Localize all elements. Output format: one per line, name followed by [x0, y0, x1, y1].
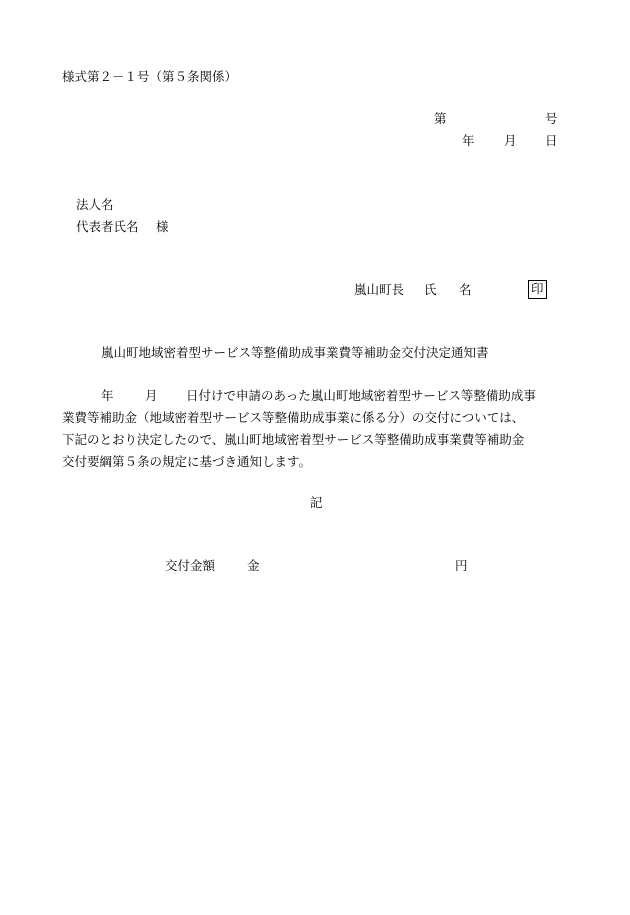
document-number-prefix: 第 — [434, 111, 447, 126]
amount-unit: 円 — [455, 558, 468, 573]
document-title: 嵐山町地域密着型サービス等整備助成事業費等補助金交付決定通知書 — [101, 345, 489, 360]
body-year-label: 年 — [101, 388, 114, 403]
issuer-title: 嵐山町長 — [354, 282, 405, 297]
issuer-name-label-1: 氏 — [424, 282, 437, 297]
document-number-suffix: 号 — [545, 111, 558, 126]
body-line-2: 業費等補助金（地域密着型サービス等整備助成事業に係る分）の交付については、 — [62, 410, 525, 425]
recipient-honorific: 様 — [156, 219, 169, 234]
body-line-3: 下記のとおり決定したので、嵐山町地域密着型サービス等整備助成事業費等補助金 — [62, 432, 525, 447]
seal-mark: 印 — [528, 280, 547, 299]
recipient-representative-label: 代表者氏名 — [76, 219, 139, 234]
recipient-corporation-label: 法人名 — [76, 197, 114, 212]
body-line-4: 交付要綱第５条の規定に基づき通知します。 — [62, 454, 312, 469]
body-line-1-text: 日付けで申請のあった嵐山町地域密着型サービス等整備助成事 — [186, 388, 536, 403]
date-day-label: 日 — [545, 133, 558, 148]
date-year-label: 年 — [462, 133, 475, 148]
form-number: 様式第２－１号（第５条関係） — [62, 69, 238, 84]
date-month-label: 月 — [504, 133, 517, 148]
body-month-label: 月 — [145, 388, 158, 403]
amount-label: 交付金額 — [165, 558, 216, 573]
issuer-name-label-2: 名 — [459, 282, 472, 297]
amount-prefix: 金 — [247, 558, 260, 573]
ki-heading: 記 — [310, 495, 323, 510]
